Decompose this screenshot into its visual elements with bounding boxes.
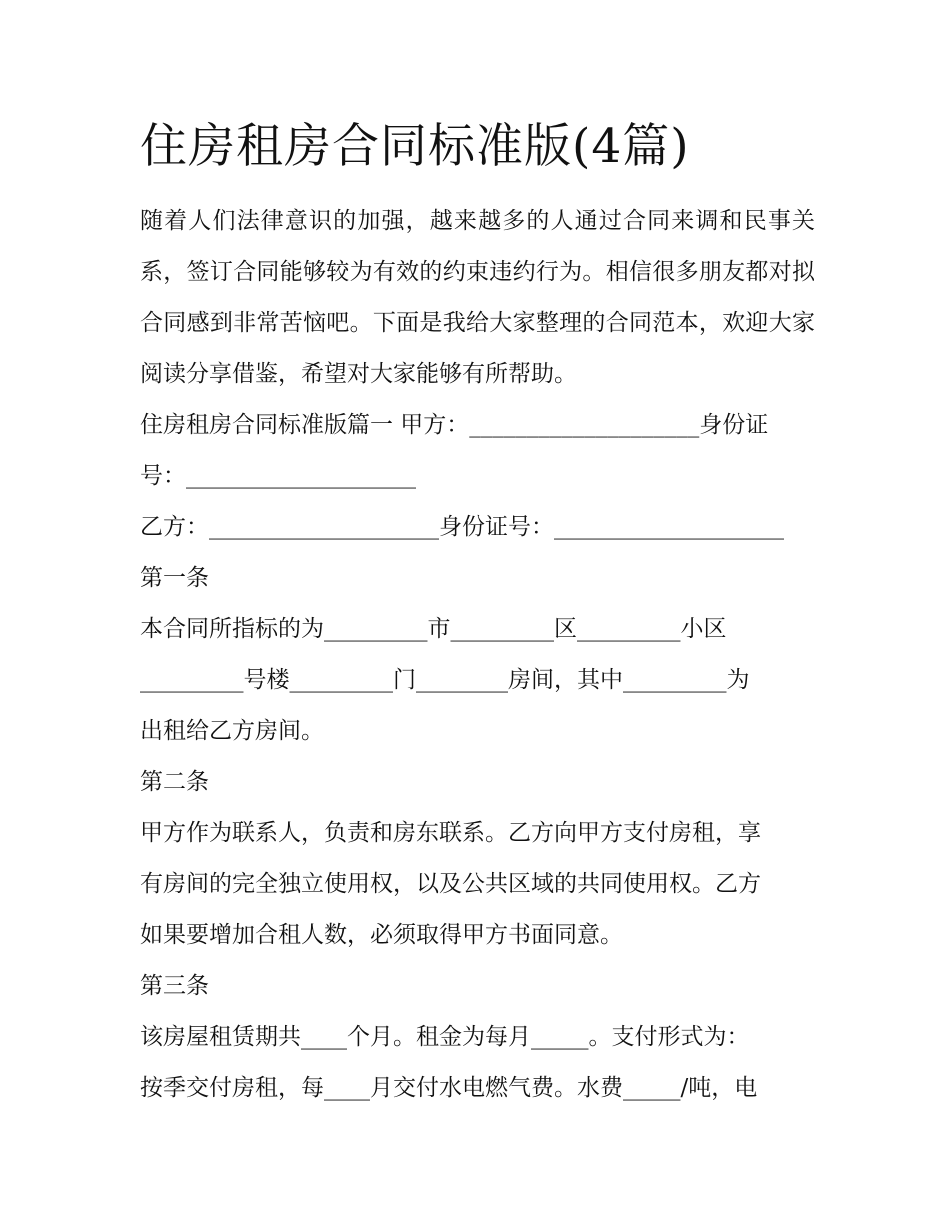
article-2-line-2: 有房间的完全独立使用权，以及公共区域的共同使用权。乙方 [140,871,761,897]
article-3-line-2: 按季交付房租，每____月交付水电燃气费。水费_____/吨，电 [140,1075,758,1101]
document-title: 住房租房合同标准版(4篇) [140,119,690,174]
article-2-heading: 第二条 [140,769,209,795]
article-2-line-3: 如果要增加合租人数，必须取得甲方书面同意。 [140,922,623,948]
article-1-heading: 第一条 [140,565,209,591]
contract-line-party-a: 住房租房合同标准版篇一 甲方：____________________身份证 [140,412,769,438]
article-2-line-1: 甲方作为联系人，负责和房东联系。乙方向甲方支付房租，享 [140,820,761,846]
contract-line-party-b: 乙方：____________________身份证号：____________________ [140,514,784,540]
article-3-line-1: 该房屋租赁期共____个月。租金为每月_____。支付形式为： [140,1024,750,1050]
article-1-line-1: 本合同所指标的为_________市_________区_________小区 [140,616,727,642]
article-1-line-3: 出租给乙方房间。 [140,718,324,744]
article-3-heading: 第三条 [140,973,209,999]
document-page [140,118,815,1114]
article-1-line-2: _________号楼_________门________房间，其中_________为 [140,667,750,693]
intro-paragraph: 随着人们法律意识的加强，越来越多的人通过合同来调和民事关系，签订合同能够较为有效的约束违约行为。相信很多朋友都对拟合同感到非常苦恼吧。下面是我给大家整理的合同范本，欢迎大家阅读分享借鉴，希望对大家能够有所帮助。 [140,208,815,387]
contract-line-party-a-id: 号：____________________ [140,463,416,489]
